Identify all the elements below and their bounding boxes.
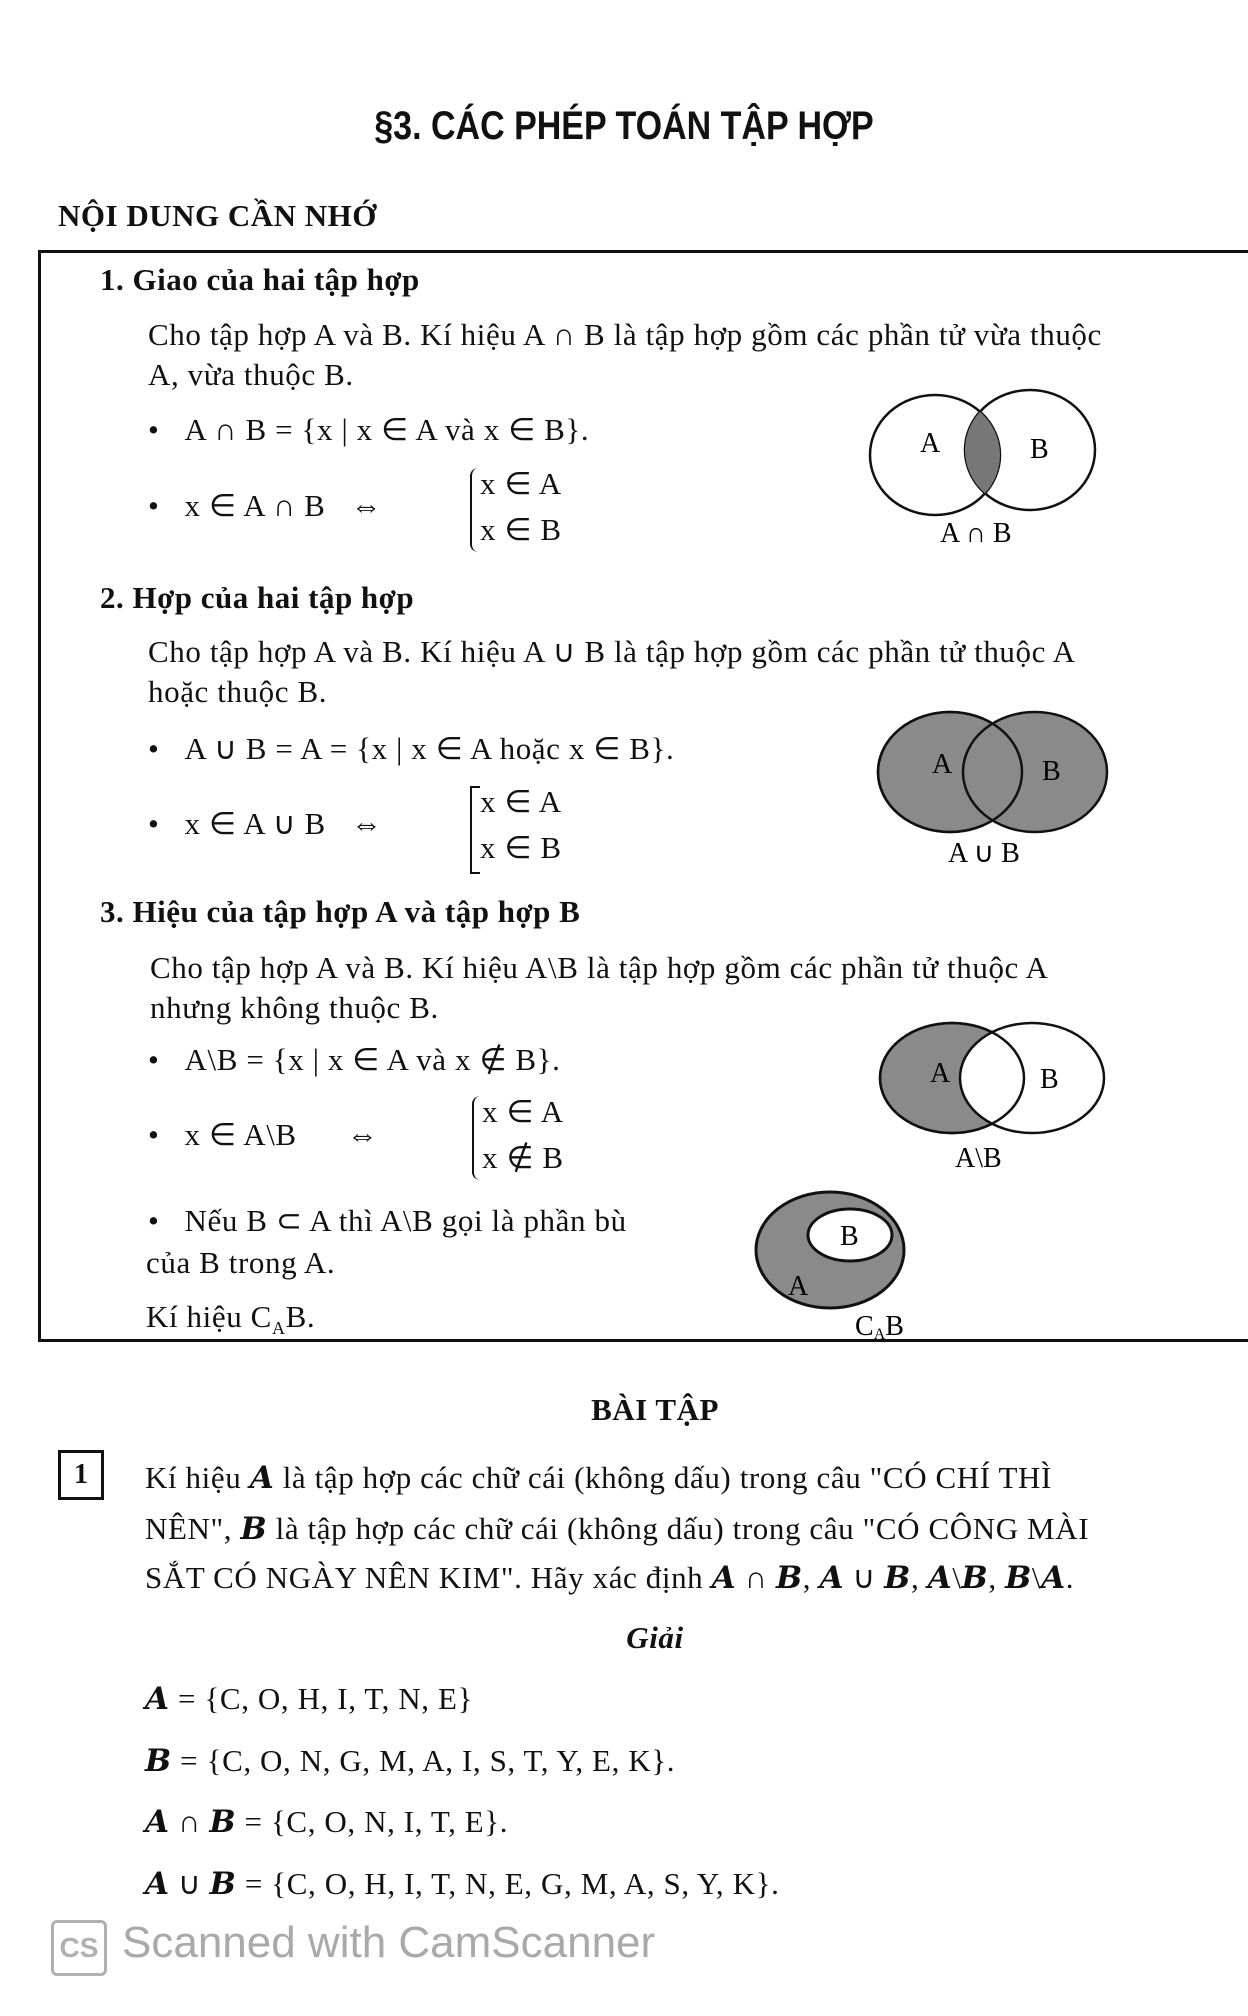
- equivalence-symbol: ⇔: [346, 1117, 379, 1152]
- complement-notation: [146, 1299, 315, 1339]
- bracket: [470, 786, 480, 874]
- topic-1-heading: 1. Giao của hai tập hợp: [100, 262, 420, 297]
- script-set-symbol: A: [145, 1681, 170, 1717]
- exercise-line: [145, 1560, 1074, 1596]
- topic-3-para: Cho tập hợp A và B. Kí hiệu A\B là tập hợp gồm các phần tử thuộc A: [150, 950, 1049, 985]
- bullet: • A ∪ B = A = {x | x ∈ A hoặc x ∈ B}.: [148, 731, 675, 766]
- set-a-label: A: [932, 749, 953, 780]
- script-set-symbol: B: [1005, 1560, 1032, 1596]
- venn-union-diagram: [870, 700, 1130, 870]
- set-b-label: B: [840, 1221, 859, 1252]
- script-set-symbol: B: [884, 1560, 911, 1596]
- venn-difference-diagram: [870, 1012, 1130, 1182]
- section-heading: NỘI DUNG CẦN NHỚ: [58, 198, 377, 233]
- notation-text: Kí hiệu C: [146, 1299, 272, 1334]
- system-line: x ∉ B: [482, 1140, 564, 1175]
- formula: A ∪ B = A = {x | x ∈ A hoặc x ∈ B}.: [184, 731, 675, 766]
- text-segment: .: [1065, 1560, 1075, 1595]
- set-b-label: B: [1040, 1064, 1059, 1095]
- topic-1-para: A, vừa thuộc B.: [148, 357, 354, 392]
- text-segment: = {C, O, H, I, T, N, E}: [169, 1681, 473, 1716]
- script-set-symbol: B: [775, 1560, 803, 1596]
- text-segment: = {C, O, H, I, T, N, E, G, M, A, S, Y, K}.: [236, 1866, 780, 1901]
- text-segment: ,: [988, 1560, 1006, 1595]
- bullet: • x ∈ A\B ⇔: [148, 1117, 379, 1152]
- solution-heading: Giải: [626, 1620, 684, 1655]
- text-segment: = {C, O, N, I, T, E}.: [236, 1804, 509, 1839]
- topic-3-para: nhưng không thuộc B.: [150, 990, 439, 1025]
- text-segment: là tập hợp các chữ cái (không dấu) trong câu "CÓ CHÍ THÌ: [274, 1460, 1052, 1495]
- diagram-caption: CAB: [855, 1311, 904, 1343]
- exercise-number: 1: [58, 1450, 104, 1500]
- topic-1-para: Cho tập hợp A và B. Kí hiệu A ∩ B là tập hợp gồm các phần tử vừa thuộc: [148, 317, 1102, 352]
- text-segment: = {C, O, N, G, M, A, I, S, T, Y, E, K}.: [171, 1743, 676, 1778]
- set-a-label: A: [788, 1271, 809, 1302]
- solution-line: [145, 1743, 675, 1779]
- set-a-label: A: [920, 428, 941, 459]
- text-segment: ,: [802, 1560, 820, 1595]
- venn-intersection-diagram: [860, 380, 1120, 560]
- script-set-symbol: A: [1041, 1560, 1066, 1596]
- diagram-caption: A ∪ B: [948, 838, 1020, 869]
- formula: A ∩ B = {x | x ∈ A và x ∈ B}.: [184, 412, 590, 447]
- text-segment: ∪: [169, 1866, 210, 1901]
- equivalence-symbol: ⇔: [350, 488, 383, 523]
- diagram-caption: A\B: [955, 1143, 1002, 1174]
- page-title: §3. CÁC PHÉP TOÁN TẬP HỢP: [374, 104, 874, 148]
- set-b-label: B: [1042, 756, 1061, 787]
- text-segment: SẮT CÓ NGÀY NÊN KIM". Hãy xác định: [145, 1560, 712, 1595]
- system-line: x ∈ A: [482, 1094, 564, 1129]
- text-segment: là tập hợp các chữ cái (không dấu) trong câu "CÓ CÔNG MÀI: [267, 1511, 1090, 1546]
- script-set-symbol: B: [209, 1866, 237, 1902]
- text-segment: \: [1031, 1560, 1042, 1595]
- complement-diagram: [750, 1185, 930, 1345]
- script-set-symbol: B: [961, 1560, 989, 1596]
- notation-text: B.: [285, 1299, 316, 1334]
- script-set-symbol: B: [209, 1804, 237, 1840]
- formula: x ∈ A ∪ B: [184, 806, 326, 841]
- topic-2-heading: 2. Hợp của hai tập hợp: [100, 580, 415, 615]
- solution-line: [145, 1681, 473, 1717]
- watermark-text: Scanned with CamScanner: [122, 1918, 656, 1967]
- solution-line: [145, 1804, 508, 1840]
- script-set-symbol: A: [249, 1460, 275, 1496]
- script-set-symbol: B: [240, 1511, 268, 1547]
- text-segment: ∩: [169, 1804, 210, 1839]
- text-segment: ∩: [736, 1560, 776, 1595]
- diagram-caption: A ∩ B: [940, 518, 1012, 549]
- formula: x ∈ A ∩ B: [184, 488, 326, 523]
- exercises-heading: BÀI TẬP: [591, 1392, 719, 1427]
- topic-2-para: hoặc thuộc B.: [148, 674, 328, 709]
- exercise-line: [145, 1511, 1089, 1547]
- equivalence-symbol: ⇔: [350, 806, 383, 841]
- text-segment: \: [952, 1560, 962, 1595]
- text-segment: Kí hiệu: [145, 1460, 250, 1495]
- camscanner-logo: CS: [51, 1920, 107, 1976]
- script-set-symbol: A: [927, 1560, 953, 1596]
- bullet: • x ∈ A ∩ B ⇔: [148, 488, 383, 523]
- script-set-symbol: B: [145, 1743, 172, 1779]
- complement-text: • Nếu B ⊂ A thì A\B gọi là phần bù: [148, 1203, 627, 1238]
- script-set-symbol: A: [145, 1804, 170, 1840]
- script-set-symbol: A: [145, 1866, 170, 1902]
- exercise-line: [145, 1460, 1052, 1496]
- solution-line: [145, 1866, 779, 1902]
- topic-2-para: Cho tập hợp A và B. Kí hiệu A ∪ B là tập hợp gồm các phần tử thuộc A: [148, 634, 1076, 669]
- formula: A\B = {x | x ∈ A và x ∉ B}.: [184, 1042, 561, 1077]
- topic-3-heading: 3. Hiệu của tập hợp A và tập hợp B: [100, 894, 581, 929]
- text-segment: NÊN",: [145, 1511, 241, 1546]
- system-line: x ∈ A: [480, 466, 562, 501]
- notation-subscript: A: [271, 1318, 286, 1339]
- complement-line: Nếu B ⊂ A thì A\B gọi là phần bù: [184, 1203, 627, 1238]
- bullet: • x ∈ A ∪ B ⇔: [148, 806, 383, 841]
- system-line: x ∈ B: [480, 512, 562, 547]
- formula: x ∈ A\B: [184, 1117, 297, 1152]
- text-segment: ,: [910, 1560, 928, 1595]
- bullet: • A\B = {x | x ∈ A và x ∉ B}.: [148, 1042, 561, 1077]
- script-set-symbol: A: [819, 1560, 845, 1596]
- set-b-label: B: [1030, 434, 1049, 465]
- complement-line: của B trong A.: [146, 1245, 336, 1280]
- set-a-label: A: [930, 1058, 951, 1089]
- text-segment: ∪: [844, 1560, 885, 1595]
- system-line: x ∈ B: [480, 830, 562, 865]
- bullet: • A ∩ B = {x | x ∈ A và x ∈ B}.: [148, 412, 590, 447]
- script-set-symbol: A: [711, 1560, 737, 1596]
- system-line: x ∈ A: [480, 784, 562, 819]
